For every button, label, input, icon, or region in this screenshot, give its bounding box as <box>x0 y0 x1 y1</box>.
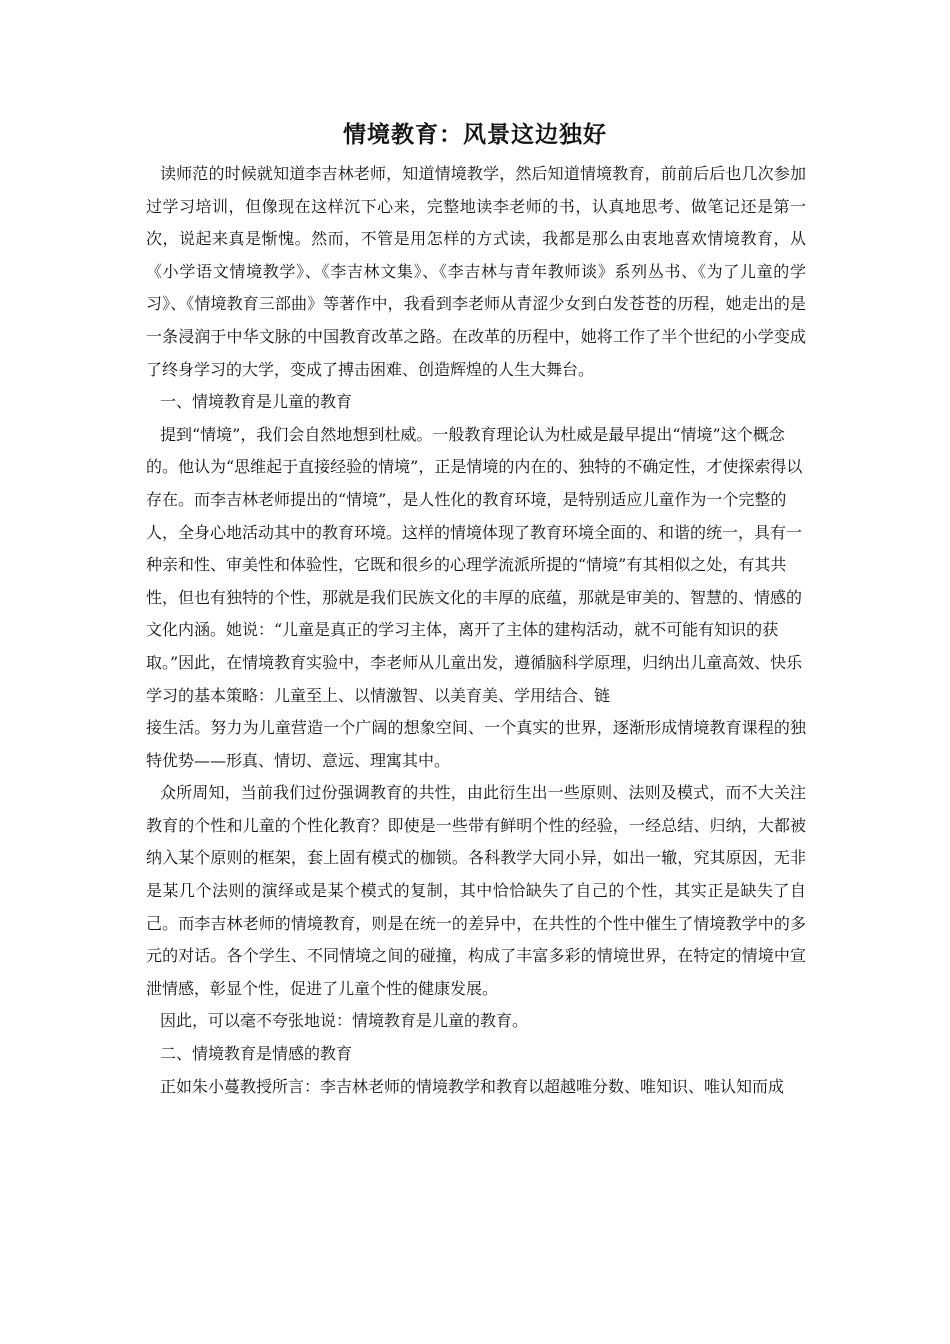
section-heading-1: 一、情境教育是儿童的教育 <box>160 392 353 412</box>
document-title: 情境教育：风景这边独好 <box>343 121 607 148</box>
paragraph-section1-conclusion: 因此，可以毫不夸张地说：情境教育是儿童的教育。 <box>160 1011 529 1031</box>
paragraph-intro: 读师范的时候就知道李吉林老师，知道情境教学，然后知道情境教育，前前后后也几次参加过学习培训，但像现在这样沉下心来，完整地读李老师的书，认真地思考、做笔记还是第一次，说起来真是惭愧。然而，不管是用怎样的方式读，我都是那么由衷地喜欢情境教育，从《小学语文情境教学》、《李吉林文集》、《李吉林与青年教师谈》系列丛书、《为了儿童的学习》、《情境教育三部曲》等著作中，我看到李老师从青涩少女到白发苍苍的历程，她走出的是一条浸润于中华文脉的中国教育改革之路。在改革的历程中，她将工作了半个世纪的小学变成了终身学习的大学，变成了搏击困难、创造辉煌的人生大舞台。 <box>146 164 806 379</box>
document-body <box>146 158 806 1103</box>
paragraph-section1-c: 众所周知，当前我们过份强调教育的共性，由此衍生出一些原则、法则及模式，而不大关注教育的个性和儿童的个性化教育？即使是一些带有鲜明个性的经验，一经总结、归纳，大都被纳入某个原则的框架，套上固有模式的枷锁。各科教学大同小异，如出一辙，究其原因，无非是某几个法则的演绎或是某个模式的复制，其中恰恰缺失了自己的个性，其实正是缺失了自己。而李吉林老师的情境教育，则是在统一的差异中，在共性的个性中催生了情境教学中的多元的对话。各个学生、不同情境之间的碰撞，构成了丰富多彩的情境世界，在特定的情境中宣泄情感，彰显个性，促进了儿童个性的健康发展。 <box>146 783 806 998</box>
section-heading-2: 二、情境教育是情感的教育 <box>160 1044 353 1064</box>
paragraph-section2-a: 正如朱小蔓教授所言：李吉林老师的情境教学和教育以超越唯分数、唯知识、唯认知而成 <box>160 1076 785 1096</box>
paragraph-section1-a: 提到“情境”，我们会自然地想到杜威。一般教育理论认为杜威是最早提出“情境”这个概念的。他认为“思维起于直接经验的情境”，正是情境的内在的、独特的不确定性，才使探索得以存在。而李吉林老师提出的“情境”，是人性化的教育环境，是特别适应儿童作为一个完整的人，全身心地活动其中的教育环境。这样的情境体现了教育环境全面的、和谐的统一，具有一种亲和性、审美性和体验性，它既和很乡的心理学流派所提的“情境”有其相似之处，有其共性，但也有独特的个性，那就是我们民族文化的丰厚的底蕴，那就是审美的、智慧的、情感的文化内涵。她说：“儿童是真正的学习主体，离开了主体的建构活动，就不可能有知识的获取。”因此，在情境教育实验中，李老师从儿童出发，遵循脑科学原理，归纳出儿童高效、快乐学习的基本策略：儿童至上、以情激智、以美育美、学用结合、链 <box>146 424 803 705</box>
paragraph-section1-b: 接生活。努力为儿童营造一个广阔的想象空间、一个真实的世界，逐渐形成情境教育课程的独特优势——形真、情切、意远、理寓其中。 <box>146 718 806 770</box>
